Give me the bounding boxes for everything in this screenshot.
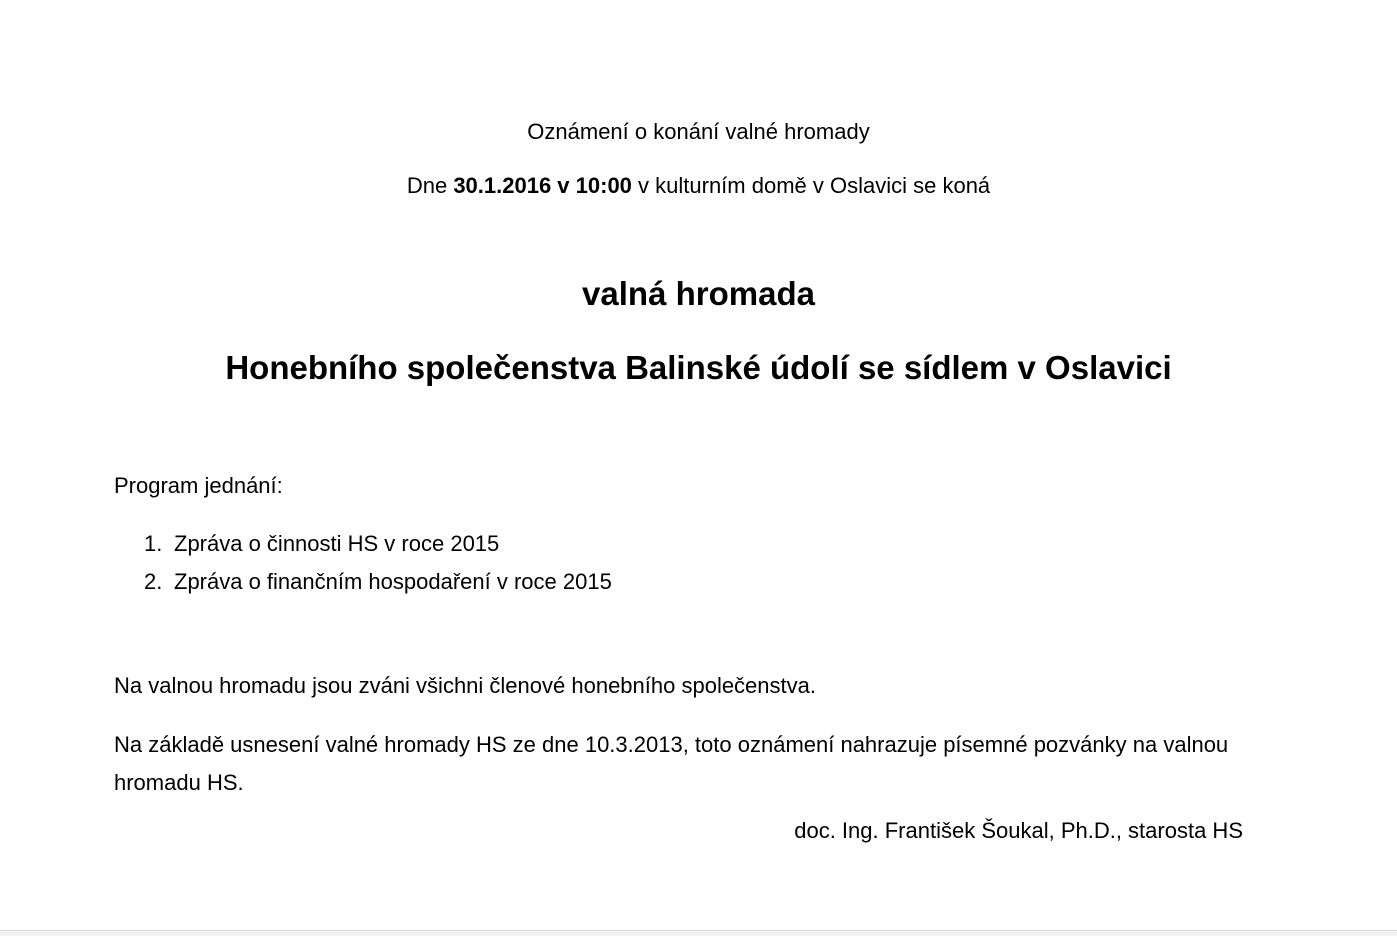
- date-prefix: Dne: [406, 173, 454, 198]
- document-subtitle: Honebního společenstva Balinské údolí se sídlem v Oslavici: [225, 349, 1172, 386]
- page-bottom-edge: [0, 930, 1397, 936]
- announcement-heading: Oznámení o konání valné hromady: [527, 119, 870, 144]
- agenda-item-text: Zpráva o činnosti HS v roce 2015: [174, 531, 500, 556]
- document-title: valná hromada: [582, 275, 815, 312]
- agenda-item-number: 1.: [144, 531, 163, 556]
- meeting-date-line: [0, 172, 1397, 200]
- agenda-list: [114, 525, 612, 601]
- meeting-datetime: 30.1.2016 v 10:00: [453, 173, 632, 198]
- agenda-item: [114, 563, 612, 601]
- agenda-item: [114, 525, 612, 563]
- resolution-paragraph: Na základě usnesení valné hromady HS ze dne 10.3.2013, toto oznámení nahrazuje písemné pozvánky na valnou hromadu HS.: [114, 732, 1229, 795]
- invitation-paragraph: Na valnou hromadu jsou zváni všichni členové honebního společenstva.: [114, 673, 816, 698]
- agenda-item-number: 2.: [144, 569, 163, 594]
- program-label: Program jednání:: [114, 473, 283, 498]
- agenda-item-text: Zpráva o finančním hospodaření v roce 2015: [174, 569, 612, 594]
- date-suffix: v kulturním domě v Oslavici se koná: [631, 173, 991, 198]
- signature: doc. Ing. František Šoukal, Ph.D., starosta HS: [794, 818, 1243, 843]
